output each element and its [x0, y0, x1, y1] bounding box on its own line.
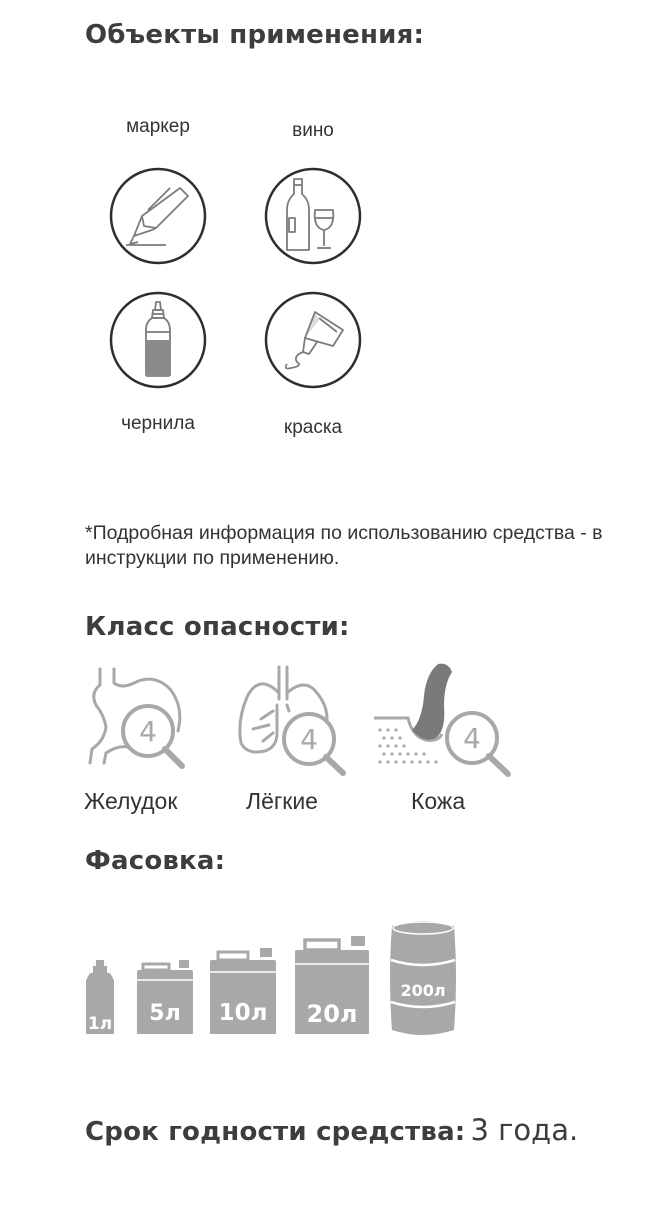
- lungs-hazard-class: 4: [300, 723, 318, 756]
- ink-bottle-icon: [108, 290, 208, 390]
- canister-5l-icon: [135, 960, 195, 1036]
- usage-note: *Подробная информация по использованию средства - в инструкции по применению.: [85, 522, 603, 569]
- packaging-title: Фасовка:: [85, 846, 226, 876]
- object-label-marker: маркер: [126, 116, 190, 137]
- hazard-label-lungs: Лёгкие: [246, 788, 318, 814]
- shelf-life-label: Срок годности средства:: [85, 1117, 466, 1147]
- pack-label-200l: 200л: [400, 981, 446, 1000]
- stomach-icon: [82, 663, 190, 775]
- pack-label-20l: 20л: [306, 1000, 358, 1028]
- object-label-ink: чернила: [121, 413, 195, 434]
- pack-label-5l: 5л: [149, 1001, 181, 1026]
- skin-hazard-class: 4: [463, 722, 481, 755]
- hazard-title: Класс опасности:: [85, 612, 350, 642]
- hazard-label-stomach: Желудок: [84, 788, 178, 814]
- object-label-wine: вино: [292, 120, 334, 141]
- objects-title: Объекты применения:: [85, 20, 425, 50]
- paint-tube-icon: [263, 290, 363, 390]
- canister-10l-icon: [208, 948, 278, 1036]
- bottle-icon: [84, 958, 116, 1036]
- hazard-label-skin: Кожа: [411, 788, 466, 814]
- lungs-icon: [233, 663, 351, 781]
- object-label-paint: краска: [283, 417, 343, 438]
- canister-20l-icon: [293, 936, 371, 1036]
- skin-icon: [372, 660, 518, 782]
- wine-icon: [263, 166, 363, 266]
- stomach-hazard-class: 4: [139, 715, 157, 748]
- pack-label-10l: 10л: [218, 1000, 268, 1026]
- shelf-life-value: 3 года.: [470, 1113, 579, 1147]
- marker-icon: [108, 166, 208, 266]
- shelf-life: [85, 1113, 578, 1147]
- barrel-icon: [386, 918, 460, 1038]
- pack-label-1l: 1л: [87, 1014, 113, 1034]
